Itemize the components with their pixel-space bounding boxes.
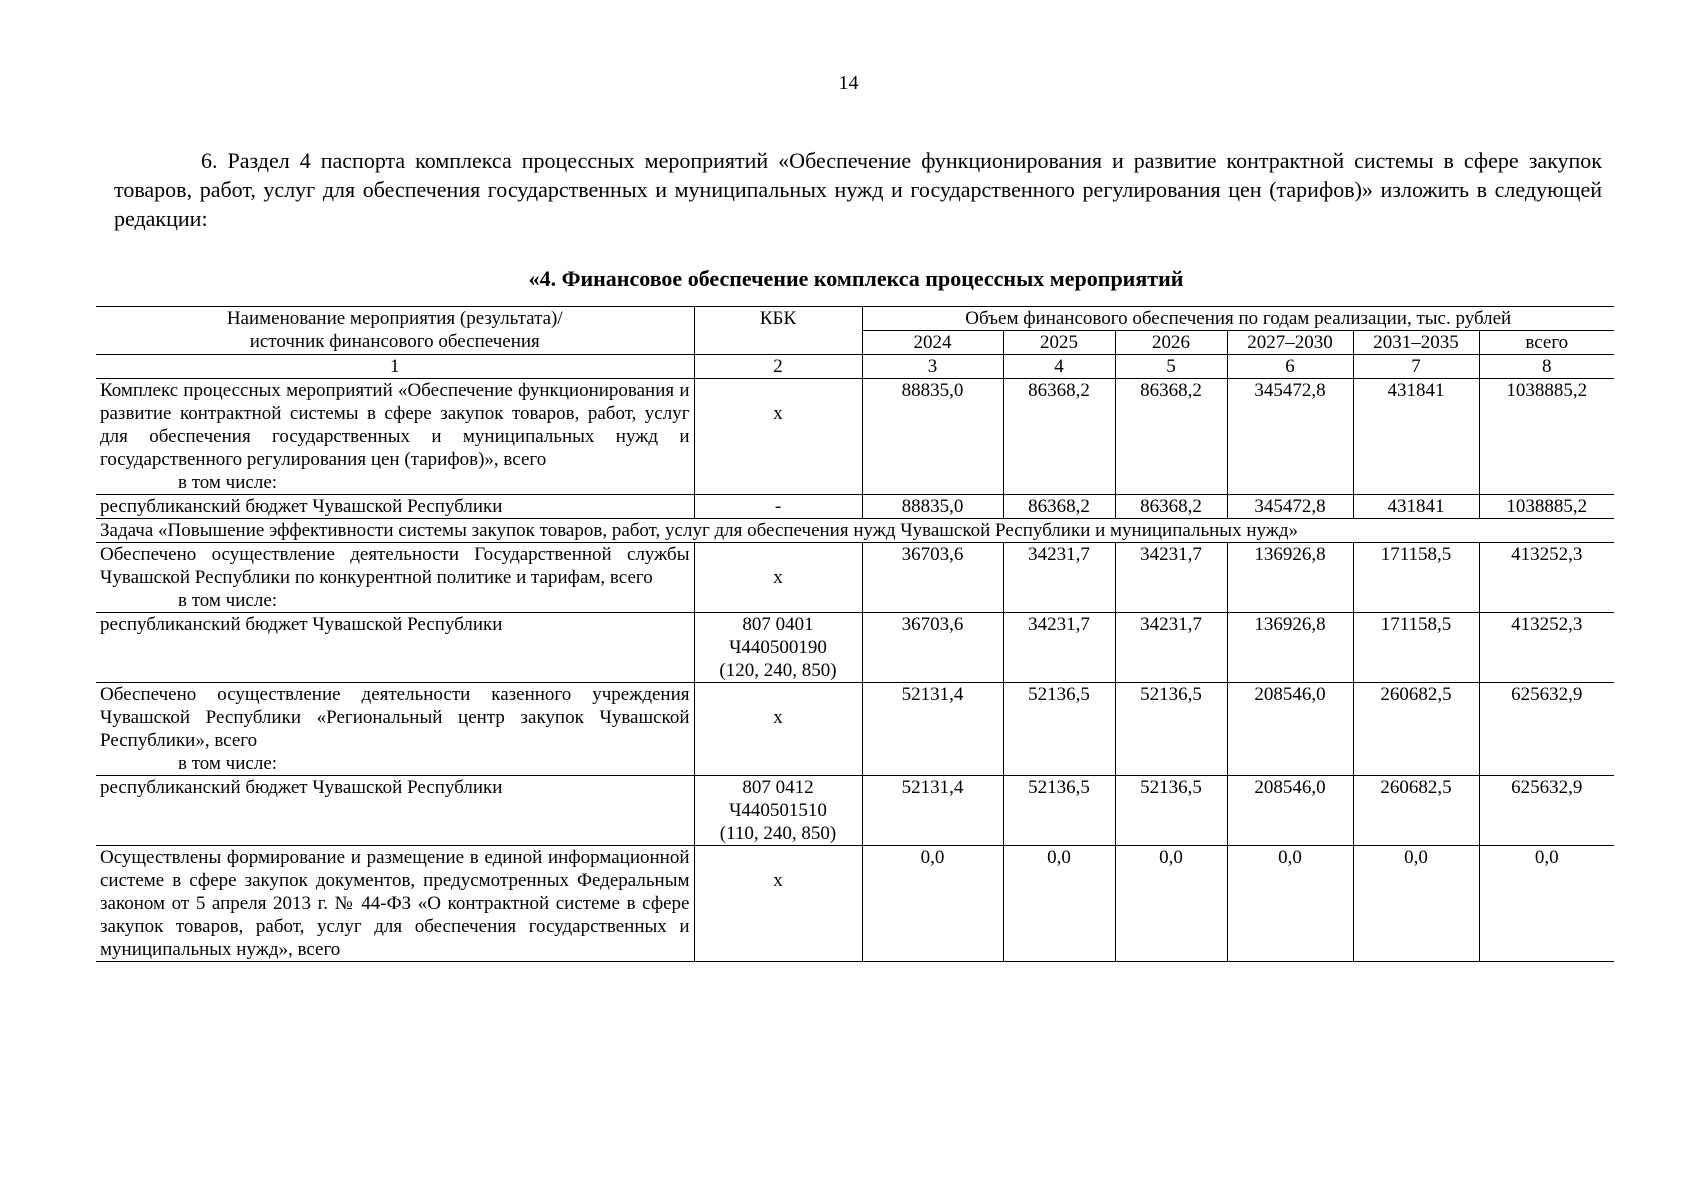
value-cell: 260682,5 — [1353, 683, 1479, 776]
kbk-value: x — [773, 567, 783, 588]
table-body — [96, 379, 1614, 962]
value-cell: 413252,3 — [1479, 543, 1614, 613]
row-name: Обеспечено осуществление деятельности казенного учреждения Чувашской Республики «Региональный центр закупок Чувашской Республики», всего — [100, 684, 690, 751]
kbk-cell — [694, 846, 862, 962]
value-cell: 1038885,2 — [1479, 495, 1614, 519]
kbk-value: (110, 240, 850) — [719, 823, 837, 844]
table-row — [96, 776, 1614, 846]
value-cell: 86368,2 — [1115, 379, 1227, 495]
kbk-value: x — [773, 707, 783, 728]
value-cell: 208546,0 — [1227, 683, 1353, 776]
value-cell: 34231,7 — [1003, 543, 1115, 613]
row-name: Осуществлены формирование и размещение в единой информационной системе в сфере закупок документов, предусмотренных Федеральным законом от 5 апреля 2013 г. № 44-ФЗ «О контрактной системе в сфере закупок товаров, работ, услуг для обеспечения государственных и муниципальных нужд», всего — [100, 847, 690, 960]
column-number: 7 — [1353, 355, 1479, 379]
header-volume: Объем финансового обеспечения по годам реализации, тыс. рублей — [862, 307, 1614, 331]
value-cell: 345472,8 — [1227, 379, 1353, 495]
table-title: «4. Финансовое обеспечение комплекса процессных мероприятий — [528, 266, 1184, 291]
kbk-cell — [694, 776, 862, 846]
column-number: 4 — [1003, 355, 1115, 379]
value-cell: 208546,0 — [1227, 776, 1353, 846]
kbk-cell — [694, 683, 862, 776]
kbk-value: Ч440500190 — [729, 637, 827, 658]
value-cell: 171158,5 — [1353, 543, 1479, 613]
value-cell: 52136,5 — [1003, 776, 1115, 846]
value-cell: 34231,7 — [1115, 543, 1227, 613]
value-cell: 171158,5 — [1353, 613, 1479, 683]
column-number: 3 — [862, 355, 1003, 379]
value-cell: 34231,7 — [1115, 613, 1227, 683]
table-row — [96, 519, 1614, 543]
value-cell: 36703,6 — [862, 543, 1003, 613]
row-name-cell — [96, 613, 694, 683]
financing-table — [96, 306, 1614, 962]
row-name-cell — [96, 683, 694, 776]
value-cell: 86368,2 — [1115, 495, 1227, 519]
column-number: 8 — [1479, 355, 1614, 379]
intro-paragraph: 6. Раздел 4 паспорта комплекса процессных мероприятий «Обеспечение функционирования и развитие контрактной системы в сфере закупок товаров, работ, услуг для обеспечения государственных и муниципальных нужд и государственного регулирования цен (тарифов)» изложить в следующей редакции: — [114, 148, 1602, 231]
value-cell: 260682,5 — [1353, 776, 1479, 846]
header-numbers-row — [96, 355, 1614, 379]
header-year: 2026 — [1115, 331, 1227, 355]
kbk-value: - — [774, 496, 782, 517]
value-cell: 0,0 — [1479, 846, 1614, 962]
kbk-cell — [694, 543, 862, 613]
value-cell: 431841 — [1353, 379, 1479, 495]
kbk-cell — [694, 379, 862, 495]
value-cell: 52136,5 — [1115, 776, 1227, 846]
value-cell: 0,0 — [1115, 846, 1227, 962]
row-name-cell — [96, 543, 694, 613]
row-name-cell — [96, 495, 694, 519]
value-cell: 88835,0 — [862, 495, 1003, 519]
kbk-cell — [694, 613, 862, 683]
table-row — [96, 683, 1614, 776]
table-row — [96, 495, 1614, 519]
kbk-value: x — [773, 403, 783, 424]
value-cell: 345472,8 — [1227, 495, 1353, 519]
row-name: республиканский бюджет Чувашской Республики — [100, 777, 503, 798]
row-subtitle: в том числе: — [178, 753, 278, 774]
table-row — [96, 379, 1614, 495]
row-subtitle: в том числе: — [178, 472, 278, 493]
value-cell: 86368,2 — [1003, 379, 1115, 495]
row-name: республиканский бюджет Чувашской Республики — [100, 614, 503, 635]
kbk-cell — [694, 495, 862, 519]
value-cell: 431841 — [1353, 495, 1479, 519]
value-cell: 625632,9 — [1479, 776, 1614, 846]
value-cell: 36703,6 — [862, 613, 1003, 683]
kbk-value: 807 0412 — [742, 777, 814, 798]
row-subtitle: в том числе: — [178, 590, 278, 611]
value-cell: 52136,5 — [1115, 683, 1227, 776]
header-col2: КБК — [694, 307, 862, 355]
value-cell: 0,0 — [862, 846, 1003, 962]
header-year: 2031–2035 — [1353, 331, 1479, 355]
row-name-cell — [96, 776, 694, 846]
task-cell: Задача «Повышение эффективности системы закупок товаров, работ, услуг для обеспечения нужд Чувашской Республики и муниципальных нужд» — [96, 519, 1614, 543]
row-name: республиканский бюджет Чувашской Республики — [100, 496, 503, 517]
value-cell: 136926,8 — [1227, 543, 1353, 613]
value-cell: 0,0 — [1227, 846, 1353, 962]
value-cell: 52131,4 — [862, 776, 1003, 846]
value-cell: 86368,2 — [1003, 495, 1115, 519]
header-col1-line2: источник финансового обеспечения — [249, 331, 540, 352]
kbk-value: Ч440501510 — [729, 800, 827, 821]
value-cell: 52131,4 — [862, 683, 1003, 776]
header-col1-line1: Наименование мероприятия (результата)/ — [226, 308, 563, 329]
value-cell: 1038885,2 — [1479, 379, 1614, 495]
column-number: 1 — [96, 355, 694, 379]
value-cell: 88835,0 — [862, 379, 1003, 495]
kbk-value: (120, 240, 850) — [719, 660, 837, 681]
row-name: Обеспечено осуществление деятельности Государственной службы Чувашской Республики по конкурентной политике и тарифам, всего — [100, 544, 690, 588]
row-name-cell — [96, 846, 694, 962]
table-row — [96, 613, 1614, 683]
value-cell: 625632,9 — [1479, 683, 1614, 776]
column-number: 6 — [1227, 355, 1353, 379]
value-cell: 136926,8 — [1227, 613, 1353, 683]
table-row — [96, 543, 1614, 613]
value-cell: 52136,5 — [1003, 683, 1115, 776]
kbk-value: 807 0401 — [742, 614, 814, 635]
header-year: всего — [1479, 331, 1614, 355]
header-year: 2027–2030 — [1227, 331, 1353, 355]
value-cell: 413252,3 — [1479, 613, 1614, 683]
kbk-value: x — [773, 870, 783, 891]
table-row — [96, 846, 1614, 962]
header-row-1 — [96, 307, 1614, 331]
row-name: Комплекс процессных мероприятий «Обеспечение функционирования и развитие контрактной системы в сфере закупок товаров, работ, услуг для обеспечения государственных и муниципальных нужд и государственного регулирования цен (тарифов)», всего — [100, 380, 690, 470]
value-cell: 0,0 — [1353, 846, 1479, 962]
header-year: 2024 — [862, 331, 1003, 355]
value-cell: 0,0 — [1003, 846, 1115, 962]
row-name-cell — [96, 379, 694, 495]
page-number: 14 — [838, 72, 859, 94]
header-col1 — [96, 307, 694, 355]
header-year: 2025 — [1003, 331, 1115, 355]
column-number: 5 — [1115, 355, 1227, 379]
column-number: 2 — [694, 355, 862, 379]
value-cell: 34231,7 — [1003, 613, 1115, 683]
